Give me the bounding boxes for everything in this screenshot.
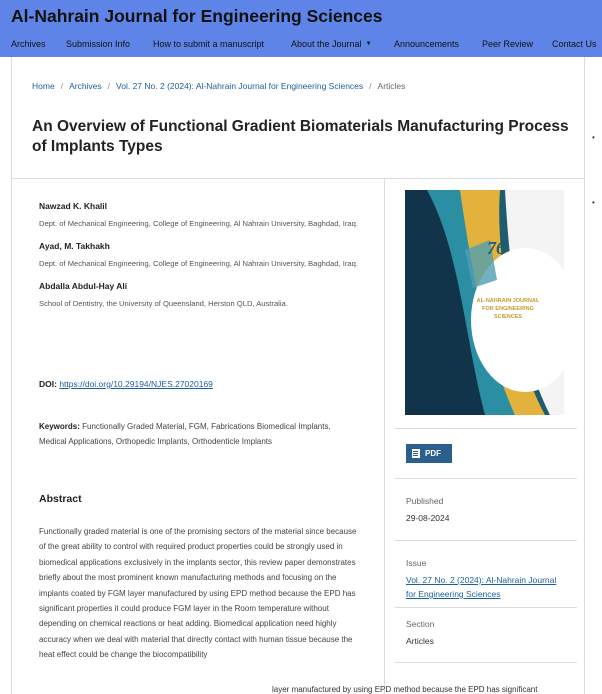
keywords-label: Keywords: xyxy=(39,422,80,431)
author-affiliation: Dept. of Mechanical Engineering, College of Engineering, Al Nahrain University, Baghdad, Iraq. xyxy=(39,259,358,268)
breadcrumb-archives[interactable]: Archives xyxy=(69,81,102,91)
article-card xyxy=(11,57,585,694)
abstract-text: Functionally graded material is one of the promising sectors of the material since because of the great ability to control with required product properties could be strongly used in biomedical applications exclusively in the implants sector, this review paper demonstrates briefly about the most prominent known manufacturing methods and focusing on the implants coated by FGM layer manufactured by using EPD method because the EPD has significant properties it could produce FGM layer in the Room temperature without depending on chemical reactions or heat adding. Biomedical application need highly accuracy when we deal with material that directly contact with human tissue because the heat effect could be change the biocompatibility xyxy=(39,527,357,660)
breadcrumb-separator: / xyxy=(60,81,64,91)
breadcrumb-home[interactable]: Home xyxy=(32,81,55,91)
author-list xyxy=(39,200,359,320)
overlay-glyph: • xyxy=(592,198,595,207)
doi-label: DOI: xyxy=(39,379,57,389)
main-nav xyxy=(11,37,597,51)
section-label: Section xyxy=(406,619,435,629)
site-header xyxy=(0,0,602,57)
keywords xyxy=(39,419,359,449)
doi-link[interactable]: https://doi.org/10.29194/NJES.27020169 xyxy=(59,379,213,389)
overlay-glyph: • xyxy=(592,133,595,142)
published-date: 29-08-2024 xyxy=(406,513,450,523)
section-value: Articles xyxy=(406,636,434,646)
breadcrumb-issue[interactable]: Vol. 27 No. 2 (2024): Al-Nahrain Journal for Engineering Sciences xyxy=(116,81,364,91)
sidebar-divider xyxy=(395,607,577,608)
breadcrumb xyxy=(32,81,405,91)
pdf-label: PDF xyxy=(425,449,441,458)
sidebar-divider xyxy=(395,662,577,663)
author-item xyxy=(39,240,359,271)
breadcrumb-separator: / xyxy=(369,81,372,91)
file-icon xyxy=(412,449,420,458)
issue-cover-image[interactable] xyxy=(405,190,564,415)
issue-label: Issue xyxy=(406,558,427,568)
sidebar-divider xyxy=(395,478,577,479)
nav-peer-review[interactable]: Peer Review xyxy=(482,39,534,49)
author-name: Nawzad K. Khalil xyxy=(39,201,108,211)
divider xyxy=(12,178,584,179)
breadcrumb-separator: / xyxy=(107,81,111,91)
sidebar-divider xyxy=(395,428,577,429)
overlay-text-fragment: layer manufactured by using EPD method because the EPD has significant xyxy=(272,685,538,694)
author-affiliation: Dept. of Mechanical Engineering, College of Engineering, Al Nahrain University, Baghdad, Iraq. xyxy=(39,219,358,228)
nav-announcements[interactable]: Announcements xyxy=(394,39,460,49)
sidebar-divider xyxy=(395,540,577,541)
pdf-download-button[interactable] xyxy=(406,444,452,463)
doi-line xyxy=(39,379,213,389)
author-item xyxy=(39,200,359,231)
abstract-heading: Abstract xyxy=(39,493,82,505)
issue-link[interactable]: Vol. 27 No. 2 (2024): Al-Nahrain Journal for Engineering Sciences xyxy=(406,575,557,599)
nav-submission-info[interactable]: Submission Info xyxy=(66,39,131,49)
author-name: Abdalla Abdul-Hay Ali xyxy=(39,281,128,291)
author-affiliation: School of Dentistry, the University of Queensland, Herston QLD, Australia. xyxy=(39,299,288,308)
nav-about-journal[interactable]: About the Journal ▼ xyxy=(291,39,372,49)
cover-emblem: 76 xyxy=(487,238,505,258)
nav-archives[interactable]: Archives xyxy=(11,39,46,49)
nav-contact-us[interactable]: Contact Us xyxy=(552,39,597,49)
article-title: An Overview of Functional Gradient Biomaterials Manufacturing Process of Implants Types xyxy=(32,118,569,155)
breadcrumb-current: Articles xyxy=(377,81,406,91)
nav-how-to-submit[interactable]: How to submit a manuscript xyxy=(153,39,265,49)
chevron-down-icon: ▼ xyxy=(365,41,372,47)
author-item xyxy=(39,280,359,311)
published-label: Published xyxy=(406,496,444,506)
author-name: Ayad, M. Takhakh xyxy=(39,241,110,251)
cover-journal-name: AL-NAHRAIN JOURNAL FOR ENGINEERING SCIENCES xyxy=(476,298,540,320)
site-title[interactable]: Al-Nahrain Journal for Engineering Sciences xyxy=(11,6,383,26)
column-divider xyxy=(384,178,385,694)
keywords-value: Functionally Graded Material, FGM, Fabrications Biomedical Implants, Medical Applications, Orthopedic Implants, Orthodenticle Implants xyxy=(39,422,331,446)
